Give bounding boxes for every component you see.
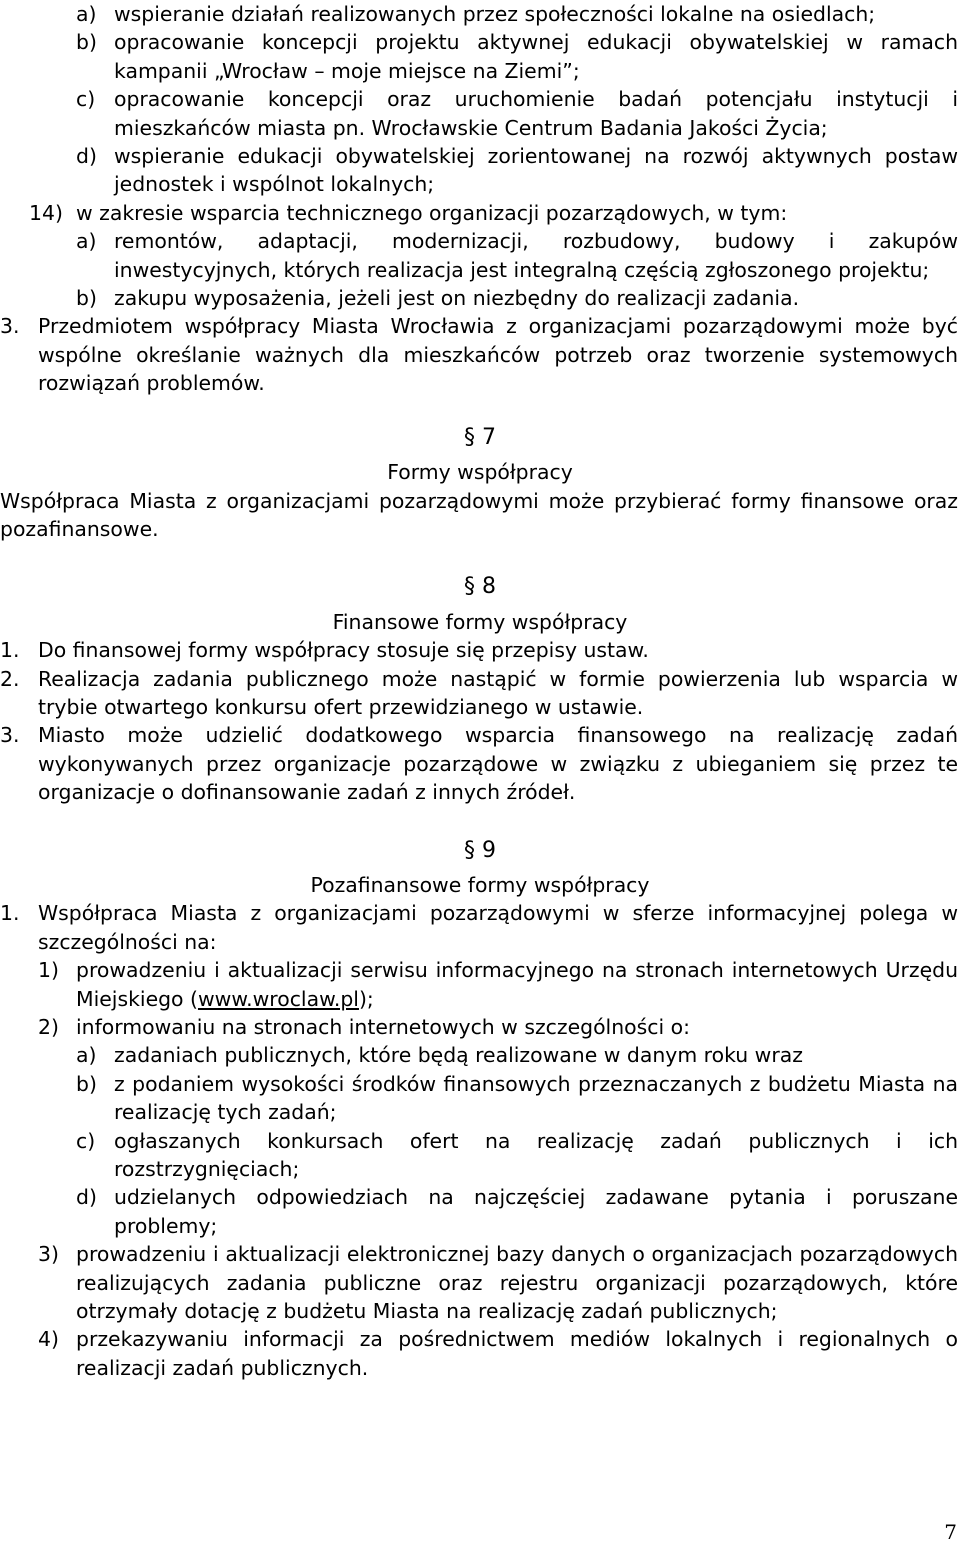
list-item-label: a)	[76, 1043, 97, 1068]
list-item	[0, 721, 958, 806]
list-item-text: udzielanych odpowiedziach na najczęściej zadawane pytania i poruszane problemy;	[114, 1185, 958, 1238]
list-item-label: c)	[76, 1128, 96, 1153]
page-number: 7	[944, 1520, 957, 1544]
list-item-text: w zakresie wsparcia technicznego organizacji pozarządowych, w tym:	[76, 200, 788, 225]
list-item	[0, 665, 958, 722]
list-item-label: c)	[76, 87, 96, 112]
list-item-label: 2)	[38, 1015, 59, 1039]
list-item	[76, 227, 958, 284]
list-item-text: Do finansowej formy współpracy stosuje się przepisy ustaw.	[38, 638, 649, 663]
list-item	[76, 28, 958, 85]
list-item-label: d)	[76, 144, 97, 169]
section-title: Finansowe formy współpracy	[332, 609, 628, 634]
list-item-text: zakupu wyposażenia, jeżeli jest on niezbędny do realizacji zadania.	[114, 286, 800, 311]
list-item	[0, 899, 958, 956]
section-number: § 9	[464, 837, 496, 863]
item-14-subitems	[0, 227, 960, 312]
list-item-text: ogłaszanych konkursach ofert na realizację zadań publicznych i ich rozstrzygnięciach;	[114, 1128, 958, 1182]
section-title: Pozafinansowe formy współpracy	[310, 872, 650, 897]
list-item-text: Współpraca Miasta z organizacjami pozarządowymi w sferze informacyjnej polega w szczególności na:	[38, 901, 958, 954]
list-item-label: 4)	[38, 1327, 59, 1352]
website-link[interactable]: www.wroclaw.pl	[197, 986, 359, 1011]
list-item	[38, 1325, 958, 1382]
section-number: § 7	[464, 424, 496, 450]
list-item-text: z podaniem wysokości środków finansowych przeznaczanych z budżetu Miasta na realizację tych zadań;	[114, 1071, 958, 1125]
list-item-text: opracowanie koncepcji oraz uruchomienie badań potencjału instytucji i mieszkańców miasta pn. Wrocławskie Centrum Badania Jakości Życia;	[114, 87, 958, 140]
list-item-label: 1.	[0, 901, 20, 926]
nested-list	[38, 1041, 958, 1240]
list-item-label: 3)	[38, 1242, 59, 1267]
text-after-link: );	[358, 986, 374, 1011]
list-item-label: a)	[76, 229, 97, 254]
list-item	[38, 1240, 958, 1325]
list-item	[76, 1127, 958, 1184]
list-item-label: b)	[76, 1071, 97, 1096]
list-item-text: Przedmiotem współpracy Miasta Wrocławia z organizacjami pozarządowymi może być wspólne określanie ważnych dla mieszkańców potrzeb oraz tworzenie systemowych rozwiązań problemów.	[38, 314, 958, 396]
section-7	[0, 424, 960, 544]
list-item-label: a)	[76, 2, 97, 26]
section-8	[0, 573, 960, 806]
list-item-text: wspieranie edukacji obywatelskiej zorientowanej na rozwój aktywnych postaw jednostek i wspólnot lokalnych;	[114, 144, 958, 197]
list-item-text: informowaniu na stronach internetowych w szczególności o:	[76, 1015, 690, 1039]
point-3	[0, 312, 960, 397]
list-item	[76, 85, 958, 142]
item-14	[0, 199, 960, 227]
list-item	[76, 1070, 958, 1127]
list-item-text: remontów, adaptacji, modernizacji, rozbudowy, budowy i zakupów inwestycyjnych, których realizacja jest integralną częścią zgłoszonego projektu;	[114, 229, 958, 282]
list-item	[38, 1013, 958, 1041]
section-title: Formy współpracy	[387, 460, 573, 485]
list-item-text: Realizacja zadania publicznego może nastąpić w formie powierzenia lub wsparcia w trybie otwartego konkursu ofert przewidzianego w ustawie.	[38, 666, 958, 719]
list-item	[76, 1183, 958, 1240]
text-before-link: prowadzeniu i aktualizacji serwisu informacyjnego na stronach internetowych Urzędu Miejskiego (	[76, 958, 958, 1011]
section-9	[0, 837, 960, 1383]
section-text: Współpraca Miasta z organizacjami pozarządowymi może przybierać formy finansowe oraz pozafinansowe.	[0, 488, 958, 541]
list-item-label: 1)	[38, 958, 59, 983]
list-item-text: zadaniach publicznych, które będą realizowane w danym roku wraz	[114, 1043, 803, 1068]
section-number: § 8	[464, 574, 496, 600]
list-item-text: Miasto może udzielić dodatkowego wsparcia finansowego na realizację zadań wykonywanych przez organizacje pozarządowe w związku z ubieganiem się przez te organizacje o dofinansowanie zadań z innych źródeł.	[38, 723, 958, 805]
section-items	[0, 636, 960, 806]
list-item-text: wspieranie działań realizowanych przez społeczności lokalne na osiedlach;	[114, 2, 876, 26]
list-item-label: d)	[76, 1185, 97, 1210]
list-item-text	[76, 956, 958, 1013]
list-item	[76, 1041, 958, 1069]
list-item	[76, 142, 958, 199]
list-item-label: b)	[76, 30, 97, 55]
list-item-label: 3.	[0, 723, 20, 748]
list-item	[29, 199, 958, 227]
list-item-label: 1.	[0, 638, 20, 663]
section-items	[0, 899, 960, 956]
subitem-list	[0, 956, 960, 1382]
list-item-label: 3.	[0, 314, 20, 339]
list-item-text: prowadzeniu i aktualizacji elektronicznej bazy danych o organizacjach pozarządowych realizujących zadania publiczne oraz rejestru organizacji pozarządowych, które otrzymały dotację z budżetu Miasta na realizację zadań publicznych;	[76, 1242, 958, 1324]
continuation-list	[0, 0, 960, 199]
list-item	[0, 636, 958, 664]
list-item	[0, 312, 958, 397]
list-item-label: b)	[76, 286, 97, 311]
list-item	[38, 956, 958, 1013]
list-item-text: opracowanie koncepcji projektu aktywnej edukacji obywatelskiej w ramach kampanii „Wrocław – moje miejsce na Ziemi”;	[114, 30, 958, 83]
list-item-label: 2.	[0, 666, 20, 691]
list-item	[76, 0, 958, 28]
list-item-label: 14)	[29, 200, 63, 225]
list-item-text: przekazywaniu informacji za pośrednictwem mediów lokalnych i regionalnych o realizacji zadań publicznych.	[76, 1327, 958, 1380]
list-item	[76, 284, 958, 312]
